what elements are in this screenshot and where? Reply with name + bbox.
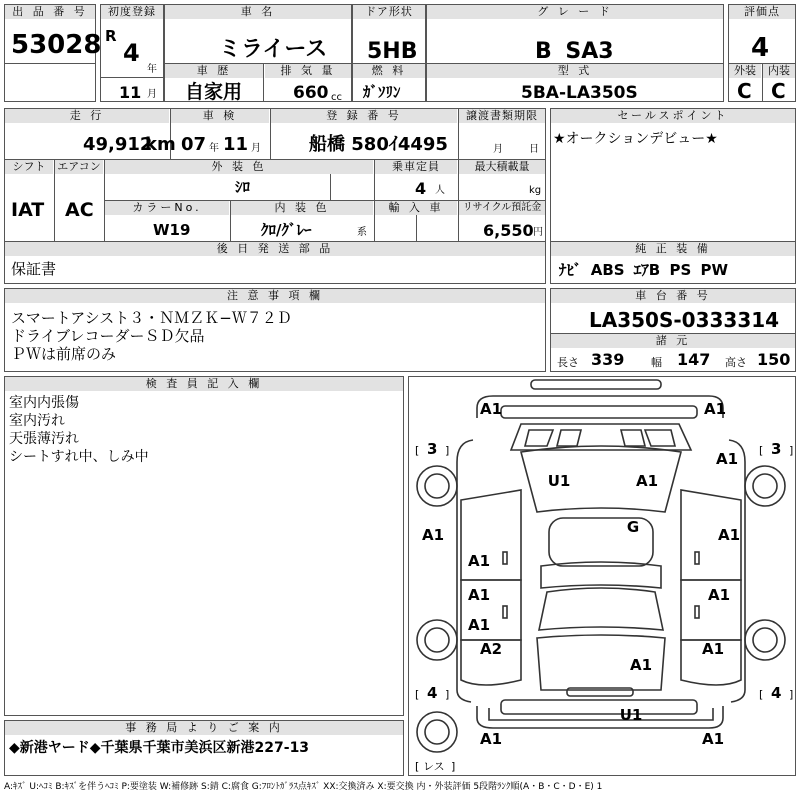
inspector-box [4, 376, 404, 716]
inspection-month: 11 [223, 134, 249, 155]
damage-mark: A1 [715, 450, 739, 468]
month-unit: 月 [147, 89, 157, 100]
grade-box [426, 4, 724, 102]
color-no: W19 [153, 221, 191, 239]
displacement-unit: cc [331, 92, 342, 103]
first-registration-year: 4 [123, 39, 140, 67]
damage-mark: A1 [479, 400, 503, 418]
width-label: 幅 [651, 356, 662, 369]
damage-mark: A1 [703, 400, 727, 418]
car-diagram [409, 377, 795, 775]
car-name-box [164, 4, 352, 102]
mileage-label: 走 行 [5, 109, 169, 123]
specs-label: 諸 元 [551, 334, 795, 348]
damage-mark: A1 [467, 616, 491, 634]
svg-text:[: [ [415, 688, 420, 701]
chassis-label: 車 台 番 号 [551, 289, 795, 303]
tire-front-left: 3 [427, 440, 438, 458]
history-label: 車 歴 [165, 64, 263, 78]
sales-point-label: セールスポイント [551, 109, 795, 123]
damage-mark: A1 [479, 730, 503, 748]
office-label: 事 務 局 よ り ご 案 内 [5, 721, 403, 735]
load-unit: kg [529, 185, 542, 196]
first-registration-label: 初度登録 [101, 5, 163, 19]
notes-line-1: スマートアシスト３・ＮＭＺＫ−Ｗ７２Ｄ [11, 309, 292, 327]
later-items: 保証書 [11, 260, 57, 278]
exterior-color: ｼﾛ [235, 178, 251, 196]
damage-mark: G [626, 518, 640, 536]
door-type-label: ドア形状 [353, 5, 425, 19]
equipment-text: ﾅﾋﾞ ABS ｴｱB PS PW [559, 261, 729, 279]
damage-diagram-box [408, 376, 796, 776]
damage-mark: A1 [717, 526, 741, 544]
displacement: 660 [293, 83, 329, 103]
door-type-box [352, 4, 426, 102]
inspection-year: 07 [181, 134, 207, 155]
svg-text:]: ] [789, 688, 794, 701]
width: 147 [677, 350, 711, 369]
inspector-line-4: シートすれ中、しみ中 [9, 449, 149, 465]
height-label: 高さ [725, 356, 747, 369]
interior-label: 内装 [763, 64, 795, 78]
grade-label: グ レ ー ド [427, 5, 723, 19]
shift-label: シフト [5, 160, 53, 174]
svg-text:]: ] [445, 688, 450, 701]
notes-line-2: ドライブレコーダーＳＤ欠品 [11, 327, 205, 345]
damage-mark: U1 [619, 706, 643, 724]
damage-mark: A1 [629, 656, 653, 674]
import-label: 輸 入 車 [375, 201, 457, 215]
year-unit: 年 [147, 64, 157, 75]
transfer-label: 譲渡書類期限 [459, 109, 545, 123]
chassis-number: LA350S-0333314 [589, 308, 780, 332]
car-name-label: 車 名 [165, 5, 351, 19]
inspector-line-2: 室内汚れ [9, 413, 65, 429]
score: 4 [751, 33, 770, 63]
height: 150 [757, 350, 791, 369]
svg-text:]: ] [451, 760, 456, 773]
interior-color-suffix: 系 [357, 227, 367, 238]
vehicle-details-box [4, 108, 546, 284]
svg-text:[: [ [759, 444, 764, 457]
lot-number-box [4, 4, 102, 102]
lot-number-label: 出 品 番 号 [5, 5, 95, 19]
damage-mark: A1 [701, 640, 725, 658]
first-registration-box [100, 4, 164, 102]
color-no-label: カラーNo. [105, 201, 229, 215]
model-code-label: 型 式 [427, 64, 723, 78]
damage-mark: A1 [421, 526, 445, 544]
interior-color: ｸﾛ/ｸﾞﾚｰ [261, 221, 312, 239]
office-text: ◆新港ヤード◆千葉県千葉市美浜区新港227-13 [9, 740, 310, 756]
exterior-label: 外装 [729, 64, 761, 78]
inspection-year-unit: 年 [209, 143, 219, 154]
svg-text:[: [ [415, 444, 420, 457]
length-label: 長さ [557, 356, 579, 369]
inspection-month-unit: 月 [251, 143, 261, 154]
interior-grade: C [771, 79, 786, 103]
fuel-label: 燃 料 [353, 64, 425, 78]
recycle-unit: 円 [533, 227, 543, 238]
exterior-color-label: 外 装 色 [105, 160, 373, 174]
notes-label: 注 意 事 項 欄 [5, 289, 545, 303]
damage-mark: A2 [479, 640, 503, 658]
first-registration-month: 11 [119, 83, 142, 102]
equipment-label: 純 正 装 備 [551, 242, 795, 256]
spare-tire-label: レス [423, 760, 445, 773]
model-code: 5BA-LA350S [521, 83, 638, 103]
load-label: 最大積載量 [459, 160, 545, 174]
era-mark: R [105, 27, 117, 45]
transfer-month-unit: 月 [493, 144, 503, 155]
sales-point-text: ★オークションデビュー★ [553, 131, 718, 147]
transfer-day-unit: 日 [529, 144, 539, 155]
svg-text:]: ] [789, 444, 794, 457]
mileage-unit: km [145, 134, 176, 155]
damage-mark: A1 [707, 586, 731, 604]
notes-box [4, 288, 546, 372]
inspector-label: 検 査 員 記 入 欄 [5, 377, 403, 391]
svg-text:]: ] [445, 444, 450, 457]
chassis-box [550, 288, 796, 372]
recycle-label: リサイクル預託金 [459, 201, 545, 215]
office-box [4, 720, 404, 776]
grade: B SA3 [535, 39, 614, 64]
inspector-line-3: 天張薄汚れ [9, 431, 79, 447]
shift: IAT [11, 199, 45, 221]
ac: AC [65, 199, 94, 221]
damage-mark: A1 [467, 552, 491, 570]
car-name: ミライース [219, 37, 328, 62]
score-label: 評価点 [729, 5, 795, 19]
score-box [728, 4, 796, 102]
later-items-label: 後 日 発 送 部 品 [5, 242, 545, 256]
capacity: 4 [415, 179, 427, 198]
tire-rear-left: 4 [427, 684, 438, 702]
history: 自家用 [185, 81, 243, 103]
lot-number: 53028 [11, 30, 102, 60]
exterior-grade: C [737, 79, 752, 103]
svg-text:[: [ [415, 760, 420, 773]
tire-front-right: 3 [771, 440, 782, 458]
damage-mark: U1 [547, 472, 571, 490]
inspection-label: 車 検 [171, 109, 269, 123]
fuel: ｶﾞｿﾘﾝ [363, 83, 401, 101]
capacity-label: 乗車定員 [375, 160, 457, 174]
mileage: 49,912 [83, 134, 153, 155]
damage-mark: A1 [467, 586, 491, 604]
plate: 船橋 580ｲ4495 [309, 134, 448, 155]
capacity-unit: 人 [435, 185, 445, 196]
svg-text:[: [ [759, 688, 764, 701]
sales-point-box [550, 108, 796, 284]
tire-rear-right: 4 [771, 684, 782, 702]
plate-label: 登 録 番 号 [271, 109, 457, 123]
interior-color-label: 内 装 色 [231, 201, 373, 215]
damage-mark: A1 [635, 472, 659, 490]
displacement-label: 排 気 量 [265, 64, 351, 78]
recycle-amount: 6,550 [483, 221, 534, 240]
door-type: 5HB [367, 39, 418, 64]
inspector-line-1: 室内内張傷 [9, 395, 79, 411]
notes-line-3: ＰＷは前席のみ [11, 345, 117, 363]
damage-mark: A1 [701, 730, 725, 748]
ac-label: エアコン [55, 160, 103, 174]
legend: A:ｷｽﾞ U:ﾍｺﾐ B:ｷｽﾞを伴うﾍｺﾐ P:要塗装 W:補修跡 S:錆 C:腐食 G:ﾌﾛﾝﾄｶﾞﾗｽ点ｷｽﾞ XX:交換済み X:要交換 内・外装評価 5段階ﾗﾝｸ順(A・B・C・D・E) 1 [4, 782, 603, 792]
length: 339 [591, 350, 625, 369]
